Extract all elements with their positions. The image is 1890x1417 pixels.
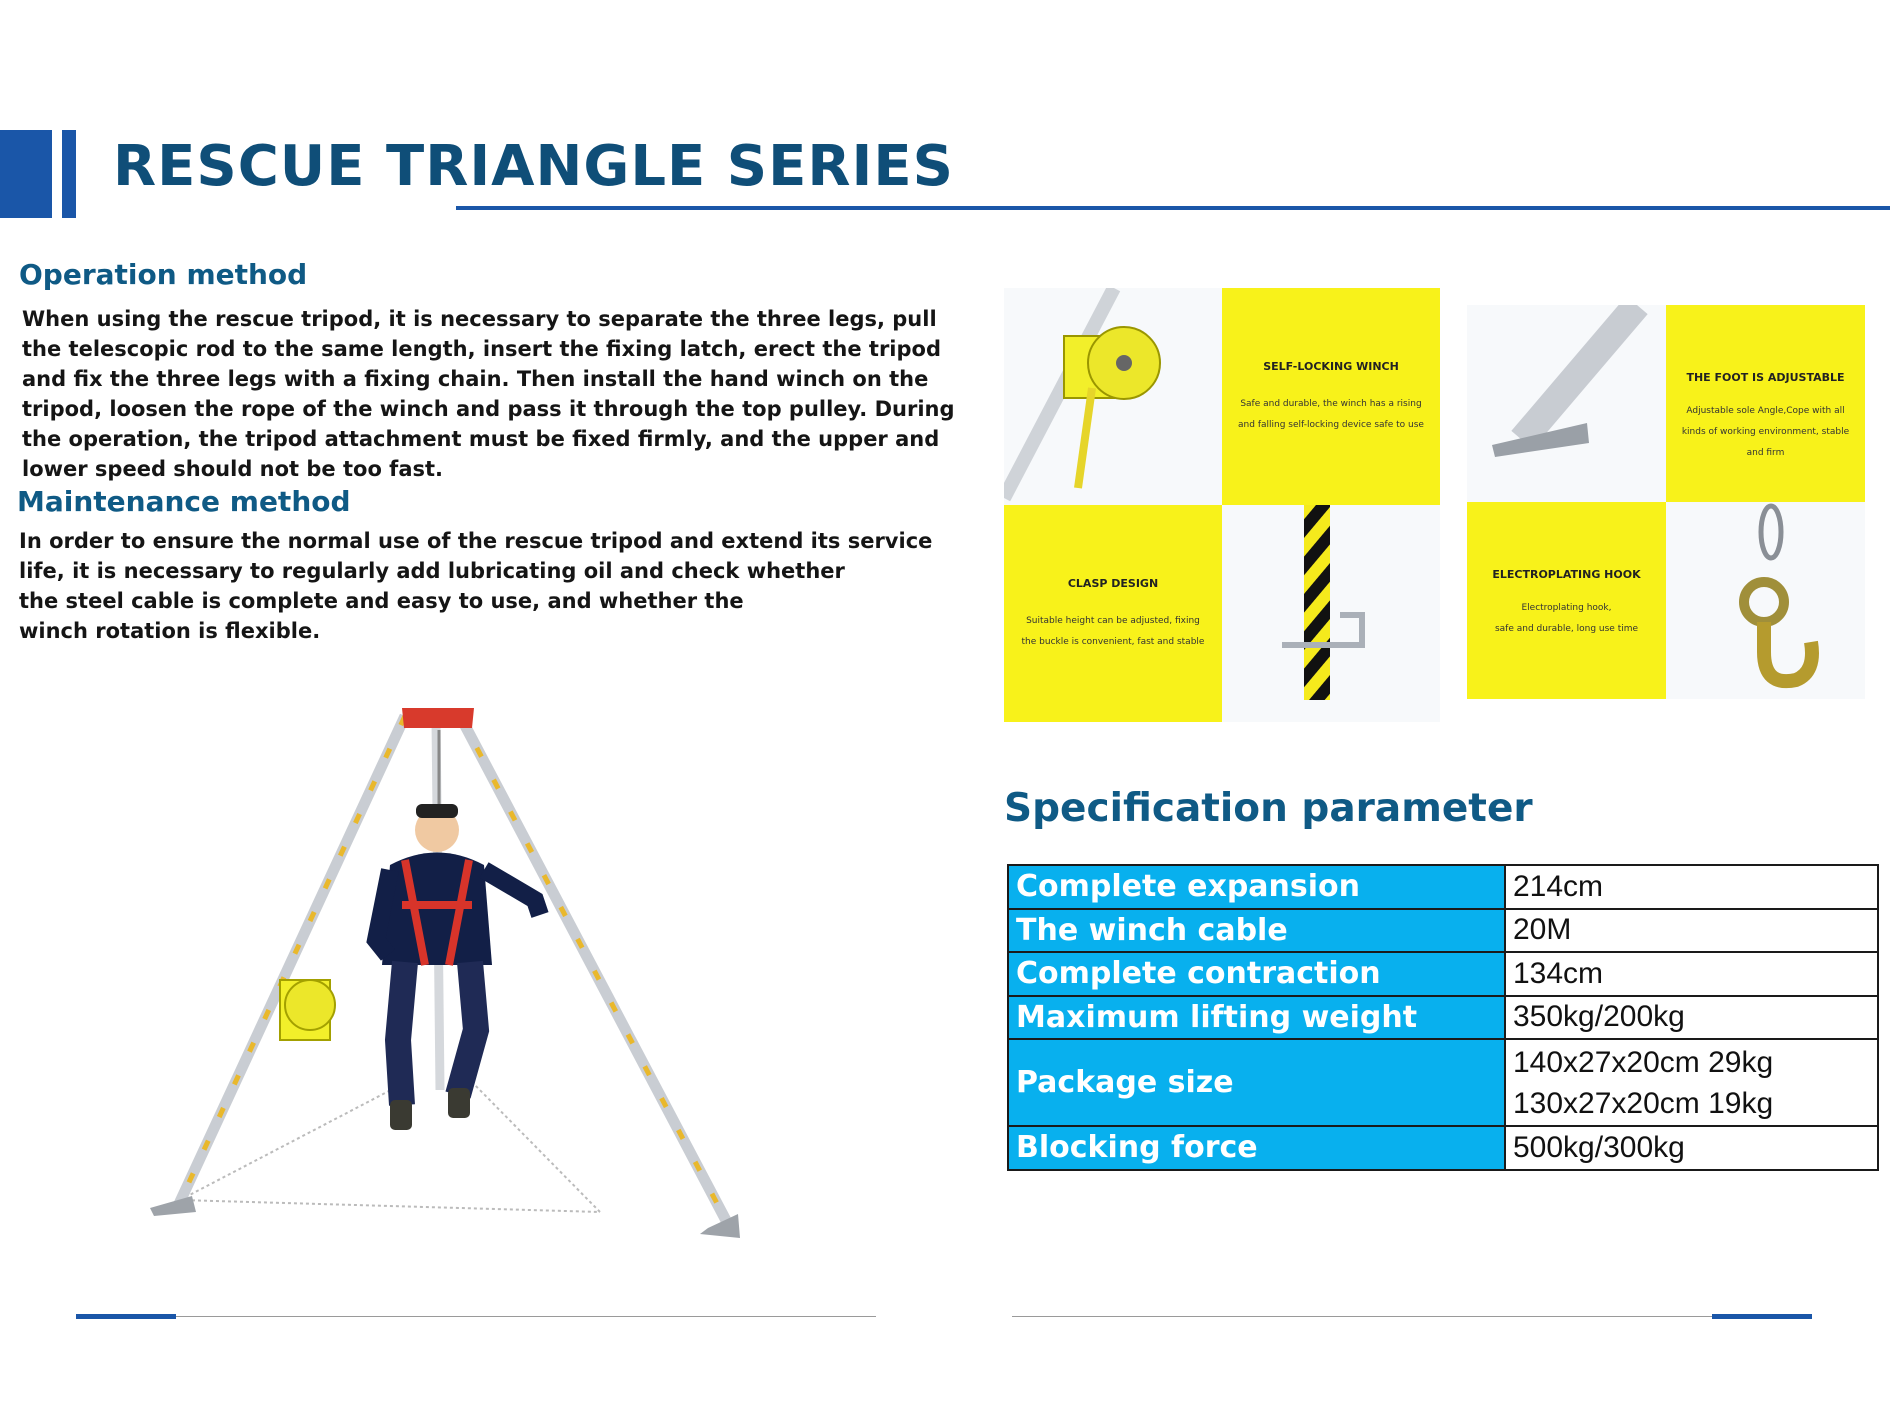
maintenance-line: In order to ensure the normal use of the rescue tripod and extend its service	[19, 529, 933, 553]
operation-line: When using the rescue tripod, it is necessary to separate the three legs, pull	[22, 307, 937, 331]
feature-title: CLASP DESIGN	[1067, 577, 1159, 590]
spec-value: 214cm	[1505, 865, 1878, 909]
person-shoe	[390, 1100, 412, 1130]
feature-desc-line: safe and durable, long use time	[1494, 624, 1639, 634]
spec-table	[1007, 864, 1879, 1171]
feature-title: ELECTROPLATING HOOK	[1492, 568, 1641, 581]
operation-line: the telescopic rod to the same length, insert the fixing latch, erect the tripod	[22, 337, 941, 361]
operation-heading: Operation method	[19, 258, 308, 291]
hook-photo	[1666, 502, 1865, 699]
operation-text	[22, 304, 955, 484]
feature-desc-line: kinds of working environment, stable and firm	[1681, 427, 1850, 458]
person-shoe	[448, 1088, 470, 1118]
feature-desc-line: the buckle is convenient, fast and stable	[1021, 637, 1205, 647]
spec-value-line: 140x27x20cm 29kg	[1513, 1045, 1774, 1079]
header-accent-bar	[0, 130, 52, 218]
tripod-head	[402, 708, 474, 728]
feature-desc-line: and falling self-locking device safe to use	[1238, 420, 1424, 430]
spec-value: 134cm	[1505, 952, 1878, 996]
spec-key: The winch cable	[1008, 909, 1505, 953]
page-title: RESCUE TRIANGLE SERIES	[113, 134, 954, 199]
table-row	[1008, 952, 1878, 996]
feature-desc-line: Safe and durable, the winch has a rising	[1240, 399, 1422, 409]
footer-accent	[76, 1314, 176, 1319]
maintenance-line: the steel cable is complete and easy to use, and whether the	[19, 589, 744, 613]
spec-key: Package size	[1008, 1039, 1505, 1126]
electroplating-hook-card	[1467, 502, 1666, 699]
spec-value	[1505, 1039, 1878, 1126]
spec-key: Complete contraction	[1008, 952, 1505, 996]
feature-desc	[1678, 401, 1853, 464]
header-accent-bar-thin	[62, 130, 76, 218]
person-arm	[376, 870, 390, 955]
maintenance-text	[19, 526, 932, 646]
winch-drum	[285, 980, 335, 1030]
feature-desc	[1479, 598, 1654, 640]
tripod-illustration	[140, 700, 760, 1250]
person-arm	[484, 870, 540, 915]
header-rule	[456, 206, 1890, 210]
feature-desc-line: Adjustable sole Angle,Cope with all	[1686, 406, 1845, 416]
feature-panel-winch-clasp	[1004, 288, 1440, 722]
ground-chain	[470, 1080, 600, 1212]
table-row	[1008, 1039, 1878, 1126]
hook-icon	[1666, 502, 1865, 699]
clasp-photo	[1222, 505, 1440, 722]
self-locking-winch-card	[1222, 288, 1440, 505]
footer-accent	[1712, 1314, 1812, 1319]
maintenance-heading: Maintenance method	[17, 485, 351, 518]
table-row	[1008, 1126, 1878, 1170]
feature-desc	[1235, 394, 1427, 436]
table-row	[1008, 996, 1878, 1040]
operation-line: lower speed should not be too fast.	[22, 457, 444, 481]
feature-title: SELF-LOCKING WINCH	[1263, 360, 1399, 373]
feature-title: THE FOOT IS ADJUSTABLE	[1686, 371, 1845, 384]
clasp-icon	[1222, 505, 1440, 722]
spec-key: Maximum lifting weight	[1008, 996, 1505, 1040]
table-row	[1008, 865, 1878, 909]
foot-icon	[1467, 305, 1666, 502]
foot-adjustable-card	[1666, 305, 1865, 502]
spec-key: Complete expansion	[1008, 865, 1505, 909]
spec-value: 350kg/200kg	[1505, 996, 1878, 1040]
spec-value: 500kg/300kg	[1505, 1126, 1878, 1170]
ground-chain	[180, 1200, 600, 1212]
person-hair	[416, 804, 458, 818]
operation-line: the operation, the tripod attachment must be fixed firmly, and the upper and	[22, 427, 940, 451]
feature-desc-line: Suitable height can be adjusted, fixing	[1026, 616, 1200, 626]
spec-value-line: 130x27x20cm 19kg	[1513, 1086, 1774, 1120]
maintenance-line: winch rotation is flexible.	[19, 619, 321, 643]
table-row	[1008, 909, 1878, 953]
operation-line: tripod, loosen the rope of the winch and pass it through the top pulley. During	[22, 397, 955, 421]
winch-photo	[1004, 288, 1222, 505]
footer-rule	[76, 1316, 876, 1317]
operation-line: and fix the three legs with a fixing chain. Then install the hand winch on the	[22, 367, 929, 391]
footer-rule	[1012, 1316, 1812, 1317]
winch-icon	[1004, 288, 1222, 505]
tripod-foot	[150, 1196, 196, 1216]
clasp-design-card	[1004, 505, 1222, 722]
foot-photo	[1467, 305, 1666, 502]
maintenance-line: life, it is necessary to regularly add lubricating oil and check whether	[19, 559, 845, 583]
feature-desc	[1017, 611, 1209, 653]
spec-value: 20M	[1505, 909, 1878, 953]
feature-desc-line: Electroplating hook,	[1521, 603, 1612, 613]
feature-panel-foot-hook	[1467, 305, 1865, 699]
spec-key: Blocking force	[1008, 1126, 1505, 1170]
spec-heading: Specification parameter	[1004, 786, 1533, 831]
